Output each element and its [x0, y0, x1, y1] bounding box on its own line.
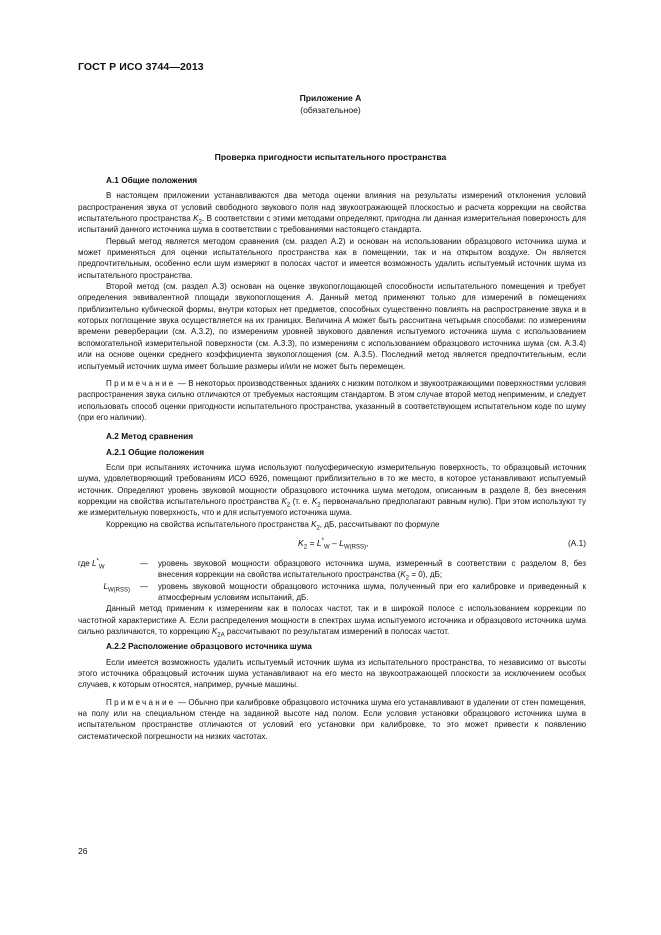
section-a1-note: Примечание — В некоторых производственных зданиях с низким потолком и звукоотражающими поверхностями условия распространения звука сильно отличаются от требуемых настоящим стандартом. В этом случае второй метод неприменим, и следует использовать способ оценки пригодности испытательного пространства, указанный в соответствующем испытательном коде по шуму (при его наличии). — [78, 378, 586, 422]
section-a22-heading: А.2.2 Расположение образцового источника шума — [106, 641, 312, 652]
appendix-heading — [0, 92, 661, 116]
note-label: Примечание — [106, 697, 176, 707]
section-a1-paragraph-3: Второй метод (см. раздел А.3) основан на оценке звукопоглощающей способности испытательного помещения и требует определения эквивалентной площади звукопоглощения A. Данный метод применяют только для измерений в помещениях приблизительно кубической формы, внутри которых нет предметов, способных существенно повлиять на распространение звука и в которых поглощение звука осуществляется на их границах. Величина A может быть рассчитана четырьмя способами: по измерениям времени реверберации (см. А.3.2), по измерениям уровней звукового давления испытуемого источника шума с использованием вспомогательной измерительной поверхности (см. А.3.3), по измерениям с использованием образцового источника шума (см. А.3.4) или на основе оценки среднего коэффициента звукопоглощения (см. А.3.5). Последний метод является предпочтительным, если испытуемый источник шума имеет большие размеры и/или не может быть перемещен. — [78, 282, 586, 371]
section-a21-paragraph-1: Если при испытаниях источника шума используют полусферическую измерительную поверхность, то образцовый источник шума, удовлетворяющий требованиям ИСО 6926, помещают приблизительно в то же место, в которое устанавливают испытуемый источник. Определяют уровень звуковой мощности образцового источника шума методом, описанным в разделе 8, без внесения коррекции на свойства испытательного пространства $K_2$ (т. е. $K_2$ первоначально предполагают равным нулю). При этом используют ту же измерительную поверхность, что и для испытуемого источника шума. — [78, 462, 586, 518]
page-number: 26 — [78, 846, 88, 856]
formula-expression: $K_2 = L^*_W - L_{W(RSS)}$, — [298, 537, 369, 551]
definition-row: где $L^*_W$ — уровень звуковой мощности образцового источника шума, измеренный в соответствии с разделом 8, без внесения коррекции на свойства испытательного пространства $(K_2 = 0)$, дБ; — [78, 558, 586, 582]
appendix-title: Приложение А — [299, 93, 362, 103]
note-label: Примечание — [106, 378, 176, 388]
section-a1-paragraph-1: В настоящем приложении устанавливаются два метода оценки влияния на результаты измерений отклонения условий распространения звука от условий свободного звукового поля над звукоотражающей плоскостью и расчета коррекции на свойства испытательного пространства $K_2$. В соответствии с этими методами определяют, пригодна ли данная измерительная поверхность для испытаний данного источника шума в соответствии с требованиями настоящего стандарта. — [78, 191, 586, 235]
section-a21-heading: А.2.1 Общие положения — [106, 446, 205, 457]
document-body — [78, 175, 586, 742]
section-a1-paragraph-2: Первый метод является методом сравнения (см. раздел А.2) и основан на использовании образцового источника шума и может применяться для оценки испытательного пространства как в помещении, так и на открытом воздухе. Он является предпочтительным, особенно если шум измеряют в полосах частот и имеется возможность удалить испытуемый источник шума из испытательного пространства. — [78, 236, 586, 280]
section-a2-heading: А.2 Метод сравнения — [106, 431, 194, 442]
section-a21-paragraph-2: Коррекцию на свойства испытательного пространства $K_2$, дБ, рассчитывают по формуле — [106, 519, 440, 532]
section-a22-paragraph-1: Если имеется возможность удалить испытуемый источник шума из испытательного пространства, то независимо от высоты этого источника образцовый источник шума устанавливают на его место на звукоотражающей плоскости за исключением особых случаев, к которым относятся, например, ручные машины. — [78, 657, 586, 690]
definition-text: уровень звуковой мощности образцового источника шума, полученный при его калибровке и приведенный к атмосферным условиям испытаний, дБ. — [158, 581, 586, 602]
definition-row: $L_{W(RSS)}$ — уровень звуковой мощности образцового источника шума, полученный при его калибровке и приведенный к атмосферным условиям испытаний, дБ. — [78, 581, 586, 604]
formula-definitions — [78, 558, 586, 603]
formula-number: (А.1) — [568, 537, 586, 548]
definition-text: уровень звуковой мощности образцового источника шума, измеренный в соответствии с разделом 8, без внесения коррекции на свойства испытательного пространства $(K_2 = 0)$, дБ; — [158, 558, 586, 582]
appendix-status: (обязательное) — [300, 105, 361, 115]
section-a21-paragraph-3: Данный метод применим к измерениям как в полосах частот, так и в широкой полосе с использованием коррекции по частотной характеристике А. Если распределения мощности в спектрах шума испытуемого источника и образцового источника шума сильно различаются, то коррекцию $K_{2A}$ рассчитывают по результатам измерений в полосах частот. — [78, 604, 586, 639]
section-a22-note: Примечание — Обычно при калибровке образцового источника шума его устанавливают в удалении от стен помещения, на полу или на специальном стенде на заданной высоте над полом. Если условия установки образцового источника шума в испытательном пространстве отличаются от условий его установки при калибровке, то это может привести к появлению систематической погрешности на низких частотах. — [78, 697, 586, 741]
appendix-subject-title: Проверка пригодности испытательного пространства — [214, 152, 447, 162]
definition-symbol: где $L^*_W$ — [78, 558, 105, 571]
formula-a1 — [78, 536, 586, 552]
standard-code: ГОСТ Р ИСО 3744—2013 — [78, 61, 204, 73]
section-a1-heading: А.1 Общие положения — [106, 175, 198, 185]
definition-symbol: $L_{W(RSS)}$ — [103, 581, 130, 594]
